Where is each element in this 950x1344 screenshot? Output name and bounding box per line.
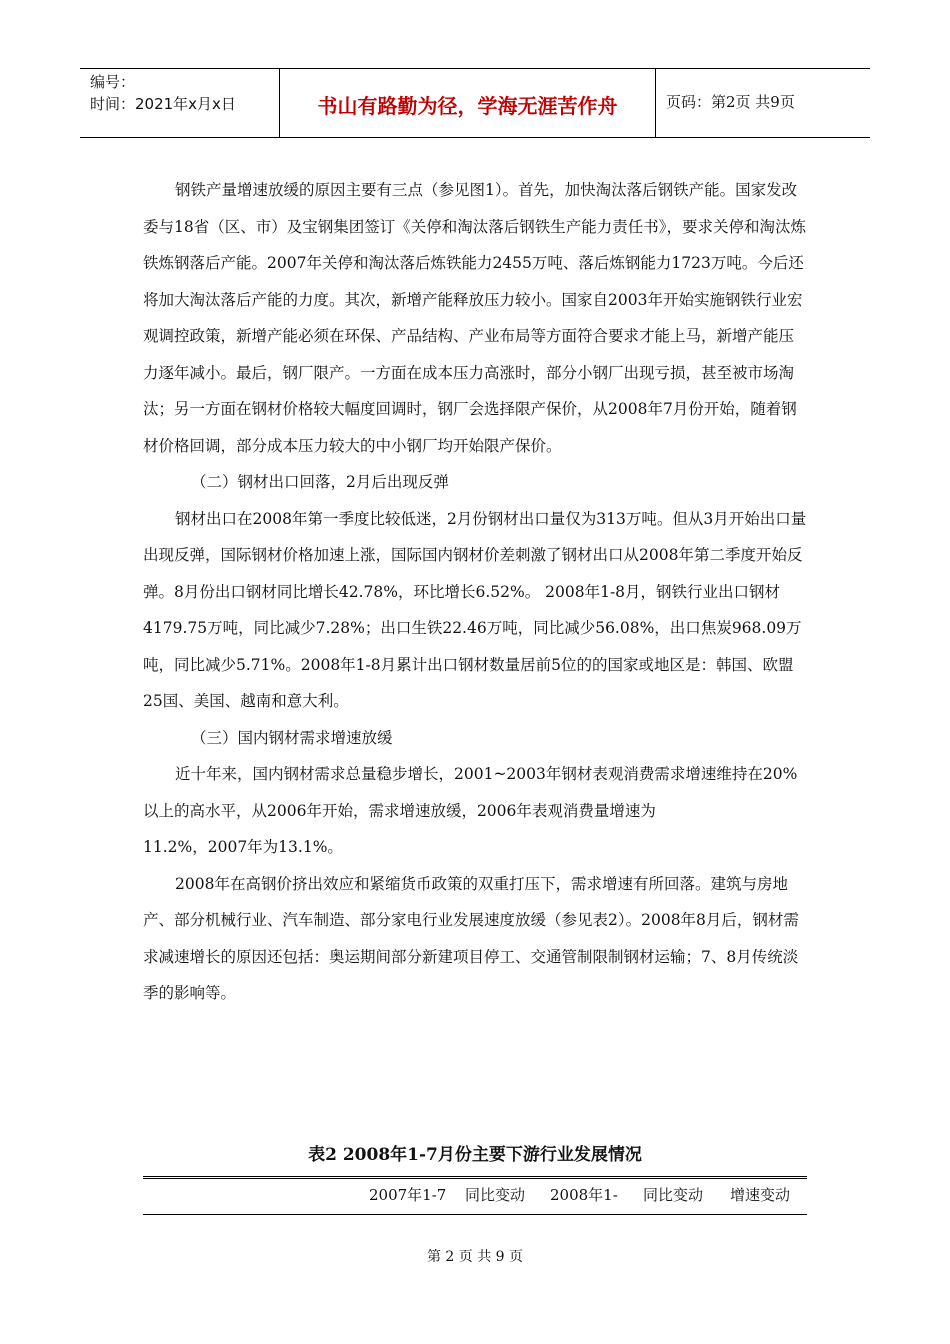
page-footer: 第 2 页 共 9 页 [426, 1249, 524, 1265]
page-header [80, 68, 870, 138]
number-label: 编号： [90, 73, 136, 91]
table-header-cell: 同比变动 [465, 1186, 526, 1204]
table-header-cell: 2008年1- [550, 1186, 618, 1204]
time-label: 时间：2021年x月x日 [90, 95, 236, 113]
table-header-rule [143, 1214, 807, 1215]
table-header-cell: 2007年1-7 [369, 1186, 447, 1204]
header-slogan: 书山有路勤为径，学海无涯苦作舟 [280, 69, 656, 137]
paragraph: 钢铁产量增速放缓的原因主要有三点（参见图1）。首先，加快淘汰落后钢铁产能。国家发改委与18省（区、市）及宝钢集团签订《关停和淘汰落后钢铁生产能力责任书》，要求关停和淘汰炼铁炼钢落后产能。2007年关停和淘汰落后炼铁能力2455万吨、落后炼钢能力1723万吨。今后还将加大淘汰落后产能的力度。其次，新增产能释放压力较小。国家自2003年开始实施钢铁行业宏观调控政策，新增产能必须在环保、产品结构、产业布局等方面符合要求才能上马，新增产能压力逐年减小。最后，钢厂限产。一方面在成本压力高涨时，部分小钢厂出现亏损，甚至被市场淘汰；另一方面在钢材价格较大幅度回调时，钢厂会选择限产保价，从2008年7月份开始，随着钢材价格回调，部分成本压力较大的中小钢厂均开始限产保价。 [143, 181, 806, 455]
table-top-rule [143, 1176, 807, 1177]
paragraph: 2008年在高钢价挤出效应和紧缩货币政策的双重打压下，需求增速有所回落。建筑与房地产、部分机械行业、汽车制造、部分家电行业发展速度放缓（参见表2）。2008年8月后，钢材需求减速增长的原因还包括：奥运期间部分新建项目停工、交通管制限制钢材运输；7、8月传统淡季的影响等。 [143, 874, 799, 1002]
paragraph-continuation: 11.2%，2007年为13.1%。 [143, 838, 343, 856]
table-header-cell: 同比变动 [643, 1186, 704, 1204]
table-title: 表2 2008年1-7月份主要下游行业发展情况 [308, 1145, 642, 1165]
header-page-info: 页码：第2页 共9页 [666, 93, 795, 111]
section-heading: （二）钢材出口回落，2月后出现反弹 [191, 473, 449, 491]
paragraph: 近十年来，国内钢材需求总量稳步增长，2001~2003年钢材表观消费需求增速维持在20%以上的高水平，从2006年开始，需求增速放缓，2006年表观消费量增速为 [143, 765, 798, 820]
header-meta [80, 69, 280, 137]
section-heading: （三）国内钢材需求增速放缓 [191, 728, 393, 747]
document-body [143, 172, 807, 1012]
table-top-rule-inner [143, 1178, 807, 1179]
table-header-row [143, 1180, 807, 1206]
table-header-cell: 增速变动 [730, 1186, 791, 1204]
paragraph: 钢材出口在2008年第一季度比较低迷，2月份钢材出口量仅为313万吨。但从3月开始出口量出现反弹，国际钢材价格加速上涨，国际国内钢材价差刺激了钢材出口从2008年第二季度开始反弹。8月份出口钢材同比增长42.78%，环比增长6.52%。 2008年1-8月，钢铁行业出口钢材4179.75万吨，同比减少7.28%；出口生铁22.46万吨，同比减少56.08%，出口焦炭968.09万吨，同比减少5.71%。2008年1-8月累计出口钢材数量居前5位的的国家或地区是：韩国、欧盟25国、美国、越南和意大利。 [143, 509, 807, 710]
